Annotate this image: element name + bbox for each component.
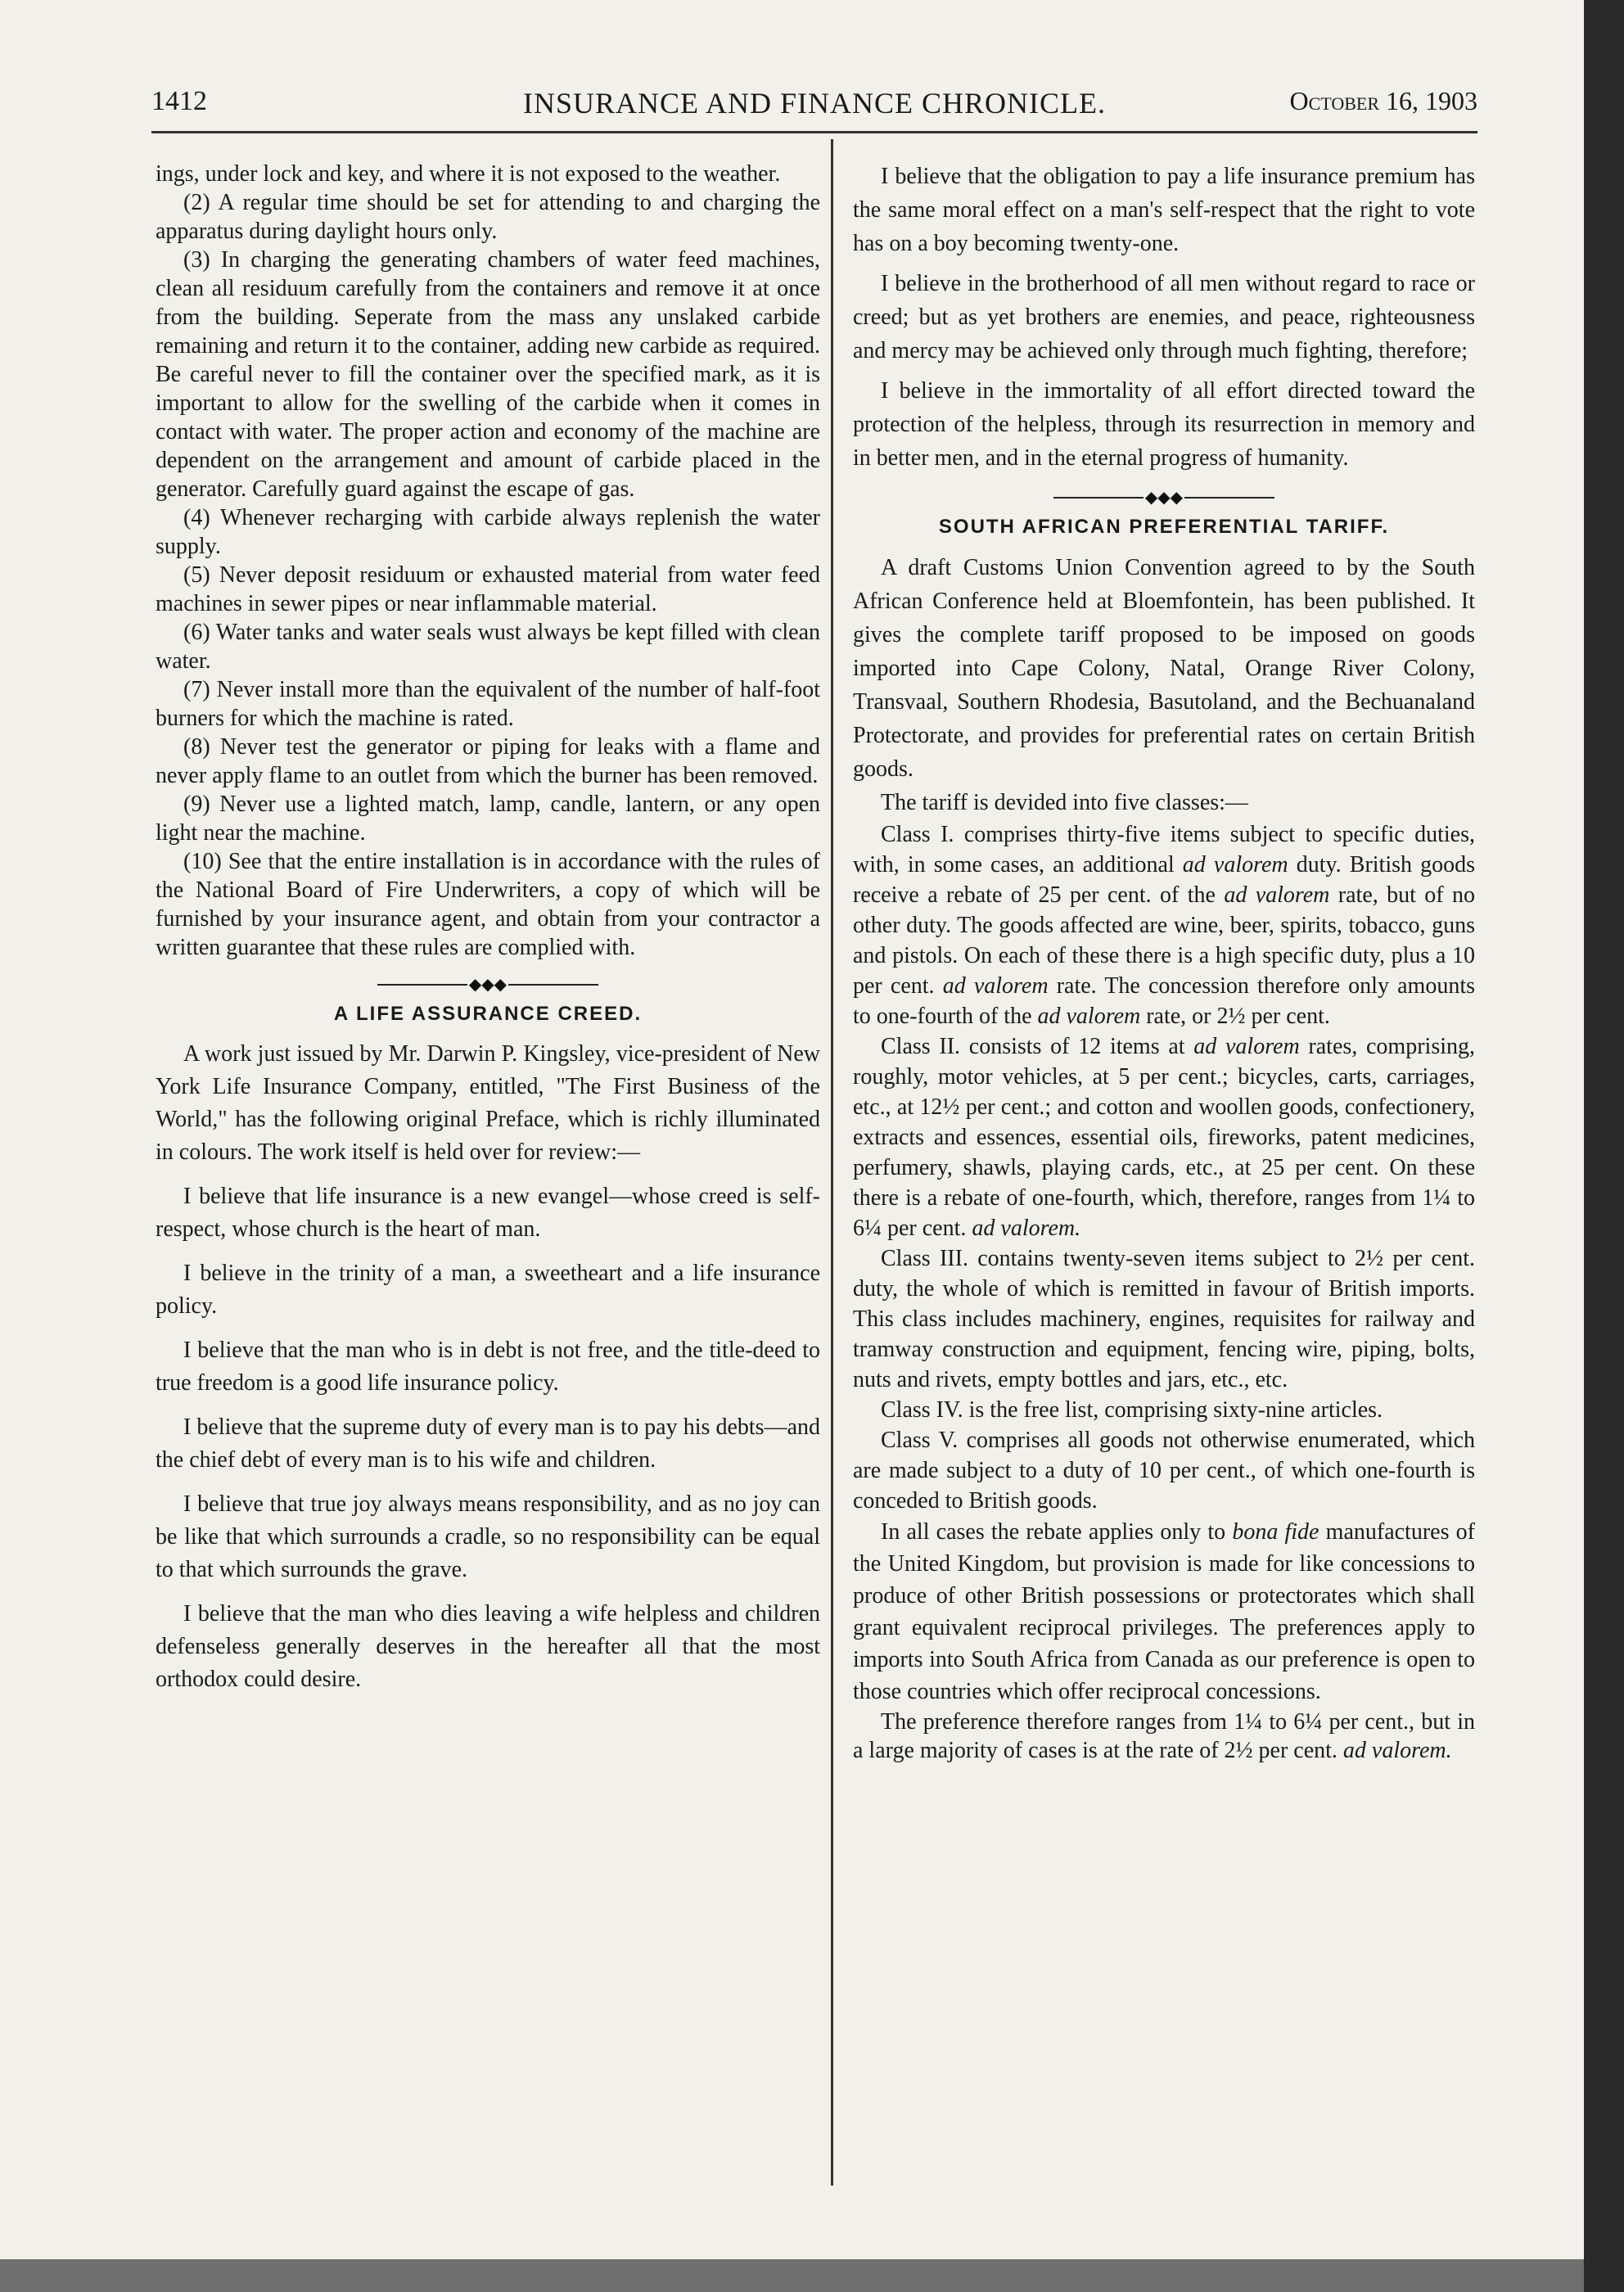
creed-item: I believe that the man who dies leaving a wife helpless and children defenseless generally deserves in the hereafter all that the most orthodox could desire.: [156, 1601, 820, 1692]
section-ornament: ◆◆◆: [156, 977, 820, 993]
page-header: [151, 86, 1477, 127]
italic-term: ad valorem: [1037, 1004, 1141, 1029]
rule-item: (6) Water tanks and water seals wust always be kept filled with clean water.: [156, 620, 820, 674]
issue-date: October 16, 1903: [1289, 86, 1477, 115]
creed-item: I believe in the brotherhood of all men without regard to race or creed; but as yet brothers are enemies, and peace, righteousness and mercy may be achieved only through much fighting, therefore;: [853, 271, 1475, 363]
class-paragraph: Class IV. is the free list, comprising sixty-nine articles.: [881, 1397, 1383, 1423]
class-paragraph: [853, 1031, 1475, 1243]
text-run: In all cases the rebate applies only to: [881, 1519, 1233, 1545]
column-rule: [831, 139, 833, 2186]
rule-item: (5) Never deposit residuum or exhausted material from water feed machines in sewer pipes or near inflammable material.: [156, 562, 820, 616]
article-heading: SOUTH AFRICAN PREFERENTIAL TARIFF.: [938, 516, 1390, 538]
text-run: Class II. consists of 12 items at: [881, 1034, 1194, 1059]
italic-term: ad valorem.: [972, 1216, 1081, 1241]
text-run: rates, comprising, roughly, motor vehicles, at 5 per cent.; bicycles, carts, carriages, etc., at 12½ per cent.; and cotton and woollen goods, confectionery, extracts and essences, essential oils, fireworks, patent medicines, perfumery, shawls, playing cards, etc., at 25 per cent. On these there is a rebate of one-fourth, which, therefore, ranges from 1¼ to 6¼ per cent.: [853, 1034, 1475, 1241]
paragraph: The tariff is devided into five classes:—: [881, 790, 1248, 815]
header-rule: [151, 131, 1477, 133]
paragraph: [853, 1516, 1475, 1708]
creed-item: I believe that the man who is in debt is not free, and the title-deed to true freedom is a good life insurance policy.: [156, 1338, 820, 1396]
creed-item: I believe that the supreme duty of every man is to pay his debts—and the chief debt of every man is to his wife and children.: [156, 1414, 820, 1473]
rule-item: (8) Never test the generator or piping for leaks with a flame and never apply flame to an outlet from which the burner has been removed.: [156, 734, 820, 788]
text-run: duty. British goods receive a rebate of 25 per cent. of the: [853, 852, 1476, 908]
rule-item: (4) Whenever recharging with carbide always replenish the water supply.: [156, 505, 820, 559]
creed-item: I believe in the trinity of a man, a sweetheart and a life insurance policy.: [156, 1261, 820, 1319]
section-ornament: ◆◆◆: [853, 490, 1475, 506]
italic-term: ad valorem.: [1342, 1738, 1452, 1763]
paragraph: ings, under lock and key, and where it is not exposed to the weather.: [156, 161, 781, 187]
italic-term: ad valorem: [1193, 1034, 1300, 1059]
text-run: The preference therefore ranges from 1¼ to 6¼ per cent., but in a large majority of cases is at the rate of 2½ per cent.: [853, 1709, 1475, 1763]
rule-item: (10) See that the entire installation is in accordance with the rules of the National Board of Fire Underwriters, a copy of which will be furnished by your insurance agent, and obtain from your contractor a written guarantee that these rules are complied with.: [156, 849, 820, 960]
paragraph: A work just issued by Mr. Darwin P. Kingsley, vice-president of New York Life Insurance Company, entitled, "The First Business of the World," has the following original Preface, which is richly illuminated in colours. The work itself is held over for review:—: [156, 1041, 820, 1165]
text-run: rate, but of no other duty. The goods affected are wine, beer, spirits, tobacco, guns and pistols. On each of these there is a high specific duty, plus a 10 per cent.: [853, 882, 1476, 999]
paragraph: A draft Customs Union Convention agreed to by the South African Conference held at Bloemfontein, has been published. It gives the complete tariff proposed to be imposed on goods imported into Cape Colony, Natal, Orange River Colony, Transvaal, Southern Rhodesia, Basutoland, and the Bechuanaland Protectorate, and provides for preferential rates on certain British goods.: [853, 555, 1475, 782]
page-edge-bottom: [0, 2259, 1584, 2292]
creed-item: I believe that the obligation to pay a life insurance premium has the same moral effect on a man's self-respect that the right to vote has on a boy becoming twenty-one.: [853, 164, 1475, 256]
creed-item: I believe that life insurance is a new evangel—whose creed is self-respect, whose church is the heart of man.: [156, 1184, 820, 1242]
class-paragraph: Class V. comprises all goods not otherwise enumerated, which are made subject to a duty of 10 per cent., of which one-fourth is conceded to British goods.: [853, 1428, 1475, 1514]
creed-item: I believe that true joy always means responsibility, and as no joy can be like that which surrounds a cradle, so no responsibility can be equal to that which surrounds the grave.: [156, 1491, 820, 1582]
class-paragraph: [853, 819, 1475, 1031]
italic-term: bona fide: [1232, 1519, 1320, 1545]
text-run: rate. The concession therefore only amounts to one-fourth of the: [853, 973, 1475, 1029]
rule-item: (7) Never install more than the equivalent of the number of half-foot burners for which the machine is rated.: [156, 677, 820, 731]
italic-term: ad valorem: [1224, 882, 1330, 908]
text-run: manufactures of the United Kingdom, but provision is made for like concessions to produce of other British possessions or protectorates which shall grant equivalent reciprocal privileges. The preferences apply to imports into South Africa from Canada as our preference is open to those countries which offer reciprocal concessions.: [853, 1519, 1475, 1704]
class-paragraph: Class III. contains twenty-seven items subject to 2½ per cent. duty, the whole of which is remitted in favour of British imports. This class includes machinery, engines, requisites for railway and tramway construction and equipment, fencing wire, piping, bolts, nuts and rivets, empty bottles and jars, etc., etc.: [853, 1246, 1475, 1392]
rule-item: (9) Never use a lighted match, lamp, candle, lantern, or any open light near the machine.: [156, 792, 820, 846]
text-run: Class I. comprises thirty-five items subject to specific duties, with, in some cases, an additional: [853, 822, 1475, 878]
right-column: [853, 160, 1475, 1765]
creed-item: I believe in the immortality of all effort directed toward the protection of the helpless, through its resurrection in memory and in better men, and in the eternal progress of humanity.: [853, 378, 1475, 471]
publication-title: INSURANCE AND FINANCE CHRONICLE.: [522, 87, 1107, 120]
rule-item: (2) A regular time should be set for attending to and charging the apparatus during daylight hours only.: [156, 190, 820, 244]
paragraph: [853, 1708, 1475, 1765]
italic-term: ad valorem: [1182, 852, 1288, 878]
text-run: rate, or 2½ per cent.: [1140, 1004, 1330, 1029]
rule-item: (3) In charging the generating chambers of water feed machines, clean all residuum carefully from the containers and remove it at once from the building. Seperate from the mass any unslaked carbide remaining and return it to the container, adding new carbide as required. Be careful never to fill the container over the specified mark, as it is important to allow for the swelling of the carbide when it comes in contact with water. The proper action and economy of the machine are dependent on the arrangement and amount of carbide placed in the generator. Carefully guard against the escape of gas.: [156, 247, 820, 502]
left-column: [156, 160, 820, 1696]
article-heading: A LIFE ASSURANCE CREED.: [333, 1003, 643, 1025]
italic-term: ad valorem: [942, 973, 1049, 999]
page-edge-right: [1584, 0, 1624, 2292]
page-number: 1412: [151, 86, 207, 116]
